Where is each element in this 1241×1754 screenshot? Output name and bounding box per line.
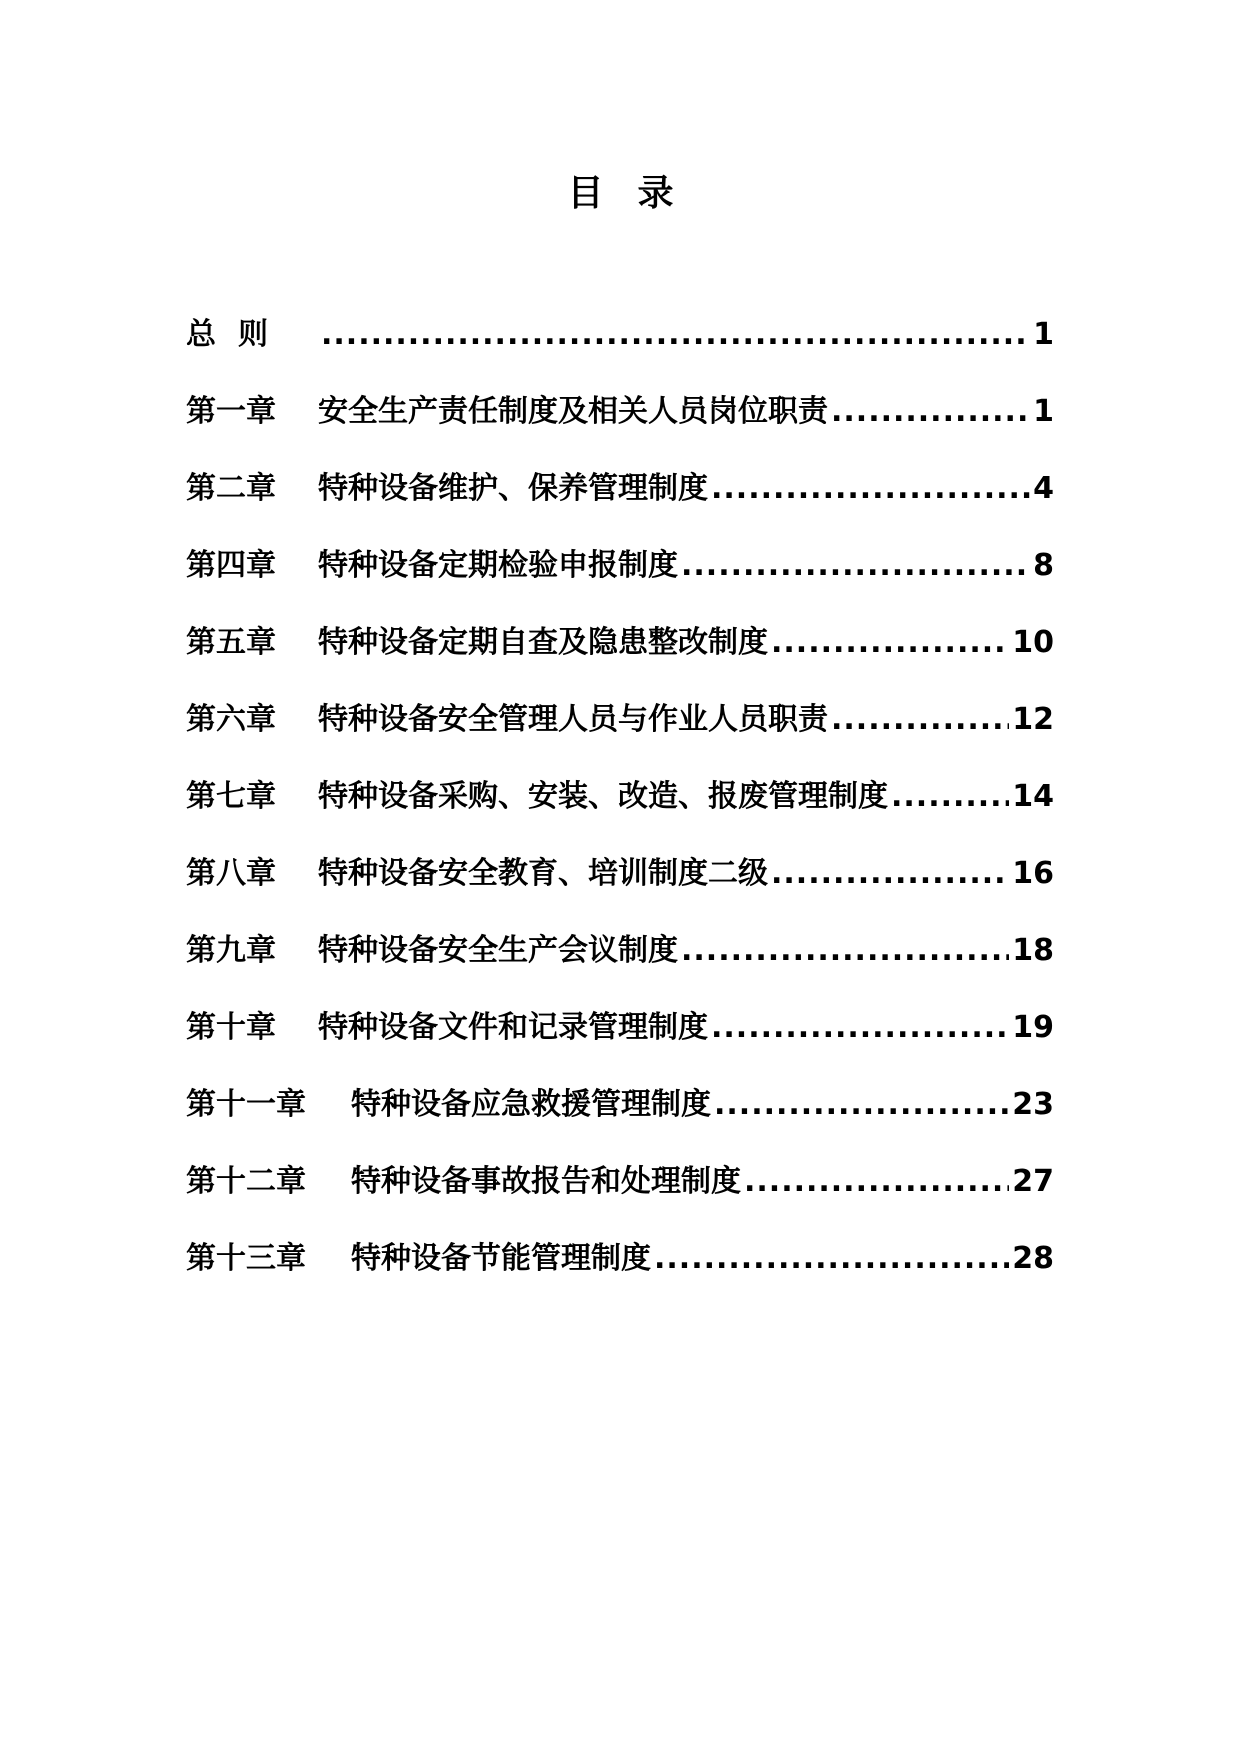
- toc-page-number: 28: [1012, 1241, 1054, 1276]
- toc-page-number: 4: [1033, 471, 1054, 506]
- toc-dot-leader: [321, 313, 1030, 357]
- toc-chapter-label: 总则: [186, 317, 290, 352]
- toc-dot-leader: [831, 698, 1009, 742]
- toc-dot-leader: [714, 1083, 1009, 1127]
- toc-dot-leader: [771, 852, 1009, 896]
- toc-chapter-label: 第五章: [186, 625, 276, 660]
- toc-entry-chapter-13[interactable]: [186, 1237, 1054, 1314]
- toc-page-number: 14: [1012, 779, 1054, 814]
- toc-page-number: 27: [1012, 1164, 1054, 1199]
- toc-dot-leader: [771, 621, 1009, 665]
- toc-page-number: 23: [1012, 1087, 1054, 1122]
- toc-entry-chapter-11[interactable]: [186, 1083, 1054, 1160]
- toc-entry-chapter-6[interactable]: [186, 698, 1054, 775]
- toc-page-number: 8: [1033, 548, 1054, 583]
- toc-page-number: 1: [1033, 317, 1054, 352]
- toc-dot-leader: [681, 929, 1009, 973]
- toc-heading: 安全生产责任制度及相关人员岗位职责: [318, 394, 828, 429]
- toc-heading: 特种设备安全管理人员与作业人员职责: [318, 702, 828, 737]
- toc-page-number: 10: [1012, 625, 1054, 660]
- toc-entry-chapter-7[interactable]: [186, 775, 1054, 852]
- toc-page-number: 19: [1012, 1010, 1054, 1045]
- toc-chapter-label: 第七章: [186, 779, 276, 814]
- toc-heading: 特种设备文件和记录管理制度: [318, 1010, 708, 1045]
- toc-chapter-label: 第九章: [186, 933, 276, 968]
- toc-entry-chapter-2[interactable]: [186, 467, 1054, 544]
- toc-entry-chapter-1[interactable]: [186, 390, 1054, 467]
- toc-heading: 特种设备定期检验申报制度: [318, 548, 678, 583]
- toc-title: 目录: [567, 173, 708, 214]
- toc-page-number: 16: [1012, 856, 1054, 891]
- toc-dot-leader: [711, 1006, 1009, 1050]
- toc-heading: 特种设备事故报告和处理制度: [351, 1164, 741, 1199]
- toc-entry-general-principles[interactable]: [186, 313, 1054, 390]
- toc-page-number: 12: [1012, 702, 1054, 737]
- toc-chapter-label: 第八章: [186, 856, 276, 891]
- toc-heading: 特种设备采购、安装、改造、报废管理制度: [318, 779, 888, 814]
- toc-entry-chapter-5[interactable]: [186, 621, 1054, 698]
- toc-dot-leader: [831, 390, 1030, 434]
- toc-chapter-label: 第六章: [186, 702, 276, 737]
- toc-page-number: 1: [1033, 394, 1054, 429]
- toc-chapter-label: 第十三章: [186, 1241, 306, 1276]
- toc-heading: 特种设备节能管理制度: [351, 1241, 651, 1276]
- toc-dot-leader: [711, 467, 1030, 511]
- toc-dot-leader: [654, 1237, 1009, 1281]
- toc-entry-chapter-12[interactable]: [186, 1160, 1054, 1237]
- toc-chapter-label: 第四章: [186, 548, 276, 583]
- toc-dot-leader: [891, 775, 1009, 819]
- toc-heading: 特种设备维护、保养管理制度: [318, 471, 708, 506]
- toc-entry-chapter-10[interactable]: [186, 1006, 1054, 1083]
- toc-heading: 特种设备定期自查及隐患整改制度: [318, 625, 768, 660]
- toc-heading: 特种设备应急救援管理制度: [351, 1087, 711, 1122]
- toc-heading: 特种设备安全教育、培训制度二级: [318, 856, 768, 891]
- toc-dot-leader: [681, 544, 1030, 588]
- toc-entry-chapter-9[interactable]: [186, 929, 1054, 1006]
- table-of-contents: [186, 313, 1054, 1314]
- toc-chapter-label: 第二章: [186, 471, 276, 506]
- toc-chapter-label: 第十二章: [186, 1164, 306, 1199]
- toc-chapter-label: 第一章: [186, 394, 276, 429]
- toc-heading: 特种设备安全生产会议制度: [318, 933, 678, 968]
- toc-dot-leader: [744, 1160, 1009, 1204]
- toc-entry-chapter-4[interactable]: [186, 544, 1054, 621]
- toc-entry-chapter-8[interactable]: [186, 852, 1054, 929]
- toc-chapter-label: 第十一章: [186, 1087, 306, 1122]
- toc-page-number: 18: [1012, 933, 1054, 968]
- toc-chapter-label: 第十章: [186, 1010, 276, 1045]
